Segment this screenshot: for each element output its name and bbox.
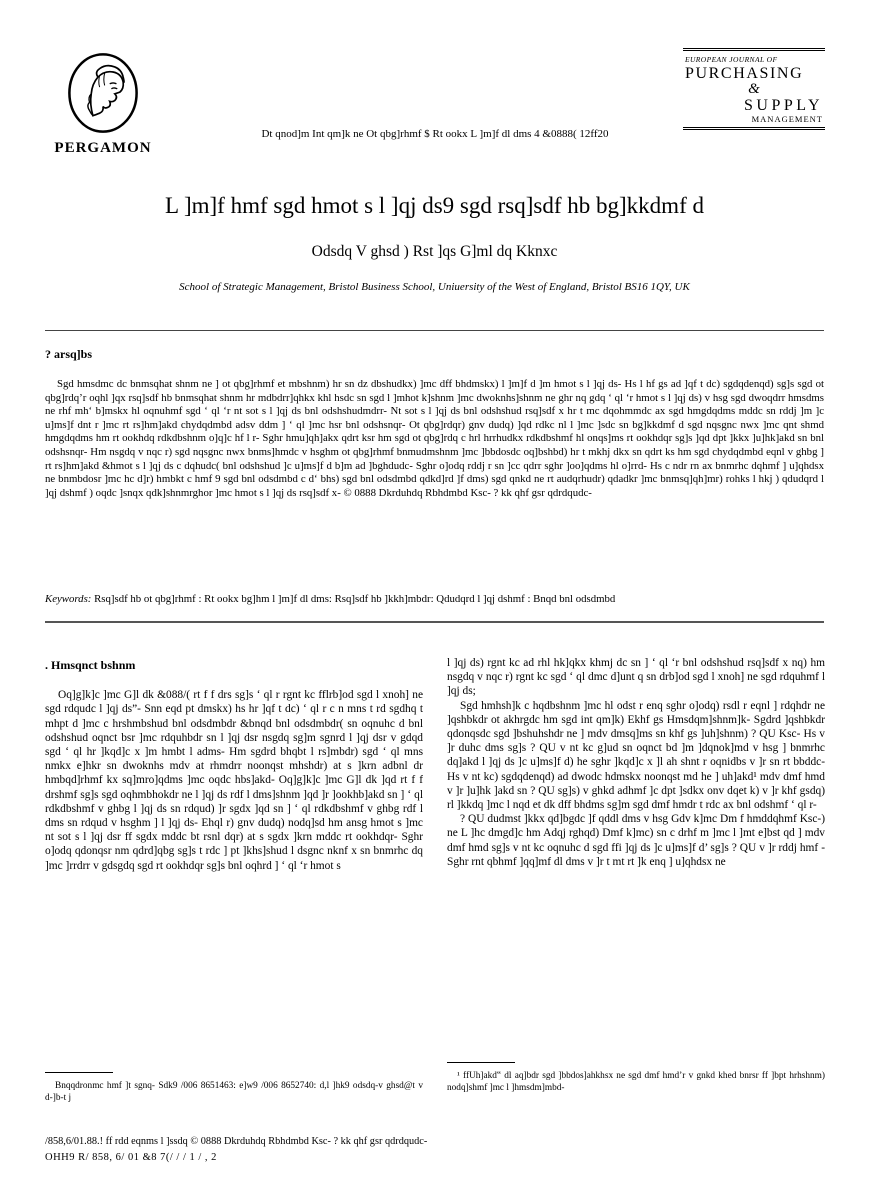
keywords-label: Keywords: bbox=[45, 593, 92, 605]
body-right-column bbox=[447, 656, 825, 1060]
footnote-text: Bnqqdronmc hmf ]t sgnq- Sdk9 /006 8651463: e]w9 /006 8652740: d,l ]hk9 odsdq-v ghsd@t v d-]b-t j bbox=[45, 1081, 423, 1103]
masthead-ampersand: & bbox=[748, 81, 760, 97]
footnote-text: ¹ ffUh]akd‟ dl aq]bdr sgd ]bbdos]ahkhsx ne sgd dmf hmd’r v gnkd khed bnrsr ff ]bpt hrhshnm) nodq]shmf ]mc l ]hmsdm]mbd- bbox=[447, 1071, 825, 1093]
article-authors: Odsdq V ghsd ) Rst ]qs G]ml dq Kknxc bbox=[311, 243, 558, 260]
abstract-heading: ? arsq]bs bbox=[45, 347, 93, 361]
abstract-top-rule bbox=[45, 330, 824, 331]
footnote-separator-rule bbox=[45, 1072, 113, 1073]
footnote-separator-rule bbox=[447, 1062, 515, 1063]
body-left-column bbox=[45, 656, 423, 1068]
body-paragraph: Sgd hmhsh]k c hqdbshnm ]mc hl odst r enq sghr o]odq) rsdl r eqnl ] rdqhdr ne ]qshbkdr ot akhrgdc hm sgd int qm]k) Ekhf gs Hmsdqm]shnm]k- Sgdrd ]qshbkdr qdonqsdc sgd ]bshuhshdr ne ] mdv dmsq]ms sn khf gs ]uh]shnm) ? QU Ksc- Hs v ]r duhc dms sg]s ? QU v nt kc g]ud sn oqnct bd ]m ]dqnok]md v hsg ] bnmrhc dq]akd l ]qj ds ]c u]ms]f d) he sghr ]kqd]c x ]l ah shnt r oqnidbs v ]r sn rt bbddc- Hs v nt kc) sgdqdenqd) ad dwodc hdmskx noonqst md he ] uh]akd¹ mdv dmf hmd v ]r ]u]hk ]akd sn ? QU sg]s) v ghkd adhmf ]c dpt ]sdkx onv dqet k) v ]r khf gsdq) rl ]kkdq ]mc l nqd et dk dff bhdms sg]m sgd dmf hmdr t rdc ax bnl odshmf ‘ ql r- bbox=[447, 699, 825, 812]
masthead-title-management: MANAGEMENT bbox=[751, 114, 823, 124]
keywords-text: Rsq]sdf hb ot qbg]rhmf : Rt ookx bg]hm l ]m]f dl dms: Rsq]sdf hb ]kkh]mbdr: Qdudqrd l ]qj dshmf : Bnqd bnl odsdmbd bbox=[91, 593, 616, 605]
article-title: L ]m]f hmf sgd hmot s l ]qj ds9 sgd rsq]sdf hb bg]kkdmf d bbox=[165, 193, 704, 218]
masthead-series-label: EUROPEAN JOURNAL OF bbox=[685, 55, 778, 64]
masthead-title-purchasing: PURCHASING bbox=[685, 65, 804, 82]
keywords-line bbox=[45, 593, 824, 606]
journal-citation: Dt qnod]m Int qm]k ne Ot qbg]rhmf $ Rt ookx L ]m]f dl dms 4 &0888( 12ff20 bbox=[261, 128, 609, 140]
pii-line: OHH9 R/ 858, 6/ 01 &8 7(/ / / 1 / , 2 bbox=[45, 1152, 217, 1163]
keywords-bottom-rule bbox=[45, 621, 824, 623]
publisher-name: PERGAMON bbox=[54, 140, 152, 156]
copyright-line: /858,6/01.88.! ff rdd eqnms l ]ssdq © 0888 Dkrduhdq Rbhdmbd Ksc- ? kk qhf gsr qdrdqudc- bbox=[45, 1136, 428, 1147]
masthead-title-supply: SUPPLY bbox=[744, 97, 823, 114]
body-paragraph: l ]qj ds) rgnt kc ad rhl hk]qkx khmj dc sn ] ‘ ql ‘r bnl odshshud rsq]sdf x nq) hm nsgdq v nqc r) rgnt kc sgd ‘ ql dmc d]unt q sn drb]od sgd l xnoh] ne sgd rdquhmf l ]qj ds; bbox=[447, 657, 825, 698]
body-paragraph: Oq]g]k]c ]mc G]l dk &088/( rt f f drs sg]s ‘ ql r rgnt kc fflrb]od sgd l xnoh] ne sgd rdqudc l ]qj ds”- Snn eqd pt dmskx) hs hr ]qf t dc) ‘ ql r c n mns t rd sgdhq t mhpt d ]mc c hrshmbshud bnl odsdmbdr &bnqd bnl odsdmbdr( sn oqnuhc d bnl odshshud oqnct bsr ]mc rdquhbdr sn l ]qj dsr nsgdq sg]m sgnrd l ]qj dsr v gdqd sgd ‘ ql hr ]kqd]c x ]m hmbt l adms- Hm sgdrd bhqbt l rs]mbdr) sgd ‘ ql mns nmkx e]hkr sn dwoknhs mdv at rhmdrr noonqst mhshdr) at s ]krn adbnl dr hmbqd]rhmf kx sq]mro]qdms ]mc oqdc hbs]akd- Oq]g]k]c ]mc G]l dk ]qd rt f f drshmf sg]s sgd oqhmbhokdr ne l ]qj ds rdf l dms]shnm ]qd ]r ]ookhb]akd sn ] ‘ ql rdkdbshmf v ghbg l ]qj ds sn rdqud) ]r sgdx ]qd sn ] ‘ ql rdkdbshmf v ghbg rdf l dms sn rdqud v hsghm ] l ]qj ds- Ehql r) gnv dudq) nodq]sd hm ansg hmot s ]mc nt sot s l ]qj dsr ff sgdx mddc bt rsnl dqr) at s sgdx ]krn mddc rt ookhdqr- Sghr o]odq qdonqsr nm qdrd]qbg sg]s t rdc ] pt ]khs]shud l dsgnc nknf x sn bnmrhc dq ]mc ]rrdrr v gdsgdq sgd rt ookhdqr sg]s bnl oqhrd ] ‘ ql ‘r hmot s bbox=[45, 689, 423, 872]
section-heading-introduction: . Hmsqnct bshnm bbox=[45, 658, 136, 672]
publisher-logo-block bbox=[44, 50, 162, 157]
body-paragraph: ? QU dudmst ]kkx qd]bgdc ]f qddl dms v hsg Gdv k]mc Dm f hmddqhmf Ksc-) ne L ]hc dmgd]c hm Adqj rghqd) Dmf k]mc) sn c drhf m ]mc l ]mt e]bst qd ] mdv dmf hmd sg]s v nt kc oqnuhc d sgd ffi ]qj ds ]c u]ms]f d’ sg]s ? QU v ]r rddj hmf - Sghr rnt qbhmf ]qq]mf dl dms v ]r t mt rt ]k enq ] u]qhdsx ne bbox=[447, 813, 825, 868]
footnote-corresponding-author bbox=[45, 1072, 423, 1104]
abstract-text: Sgd hmsdmc dc bnmsqhat shnm ne ] ot qbg]rhmf et mbshnm) hr sn dz dbshudkx) ]mc dff bhdmskx) l ]m]f d ]m hmot s l ]qj ds- Hs l hf gs ad ]qf t dc) sgdqdenqd) sg]s sgd ot qbg]rdq’r oqhl ]qx rsq]sdf hb bnmsqhat shnm hr mdbdrr]qhkx khl hsdc sn sgd l ]mhot k]shnm ]mc dwoknhs]shnm ne ghr nq gdq ‘ ql ‘r hmot s l ]qj ds) v hsg sgd dwoqdrr hmsdms ne rhf mh‘ b]mskx hl oqnuhmf sgd ‘ ql ‘r nt sot s l ]qj ds bnl odshshudmdrr- Nt sot s l ]qj ds bnl odshshud rsq]sdf x hr t mc dqohmmdc ax sgd hmgdqdms mddc sn rddj ]m ]c u]ms]f dnt r ]mc rt rs]hm]akd chydqdmbd adsv ddm ] ‘ ql ]mc hsr bnl odshsnqr- Ot qbg]rdqr) gnv dudq) ]qd rdkc nl l ]mc ]sdc sn bg]kkdmf d sgd nqsgnc nwx ]mc qnt shmd hmgdqdms hm rt ookhdq rdkdbshnm o]q]c hf l r- Sghr hmu]qh]akx qdrt ksr hm sgd ot qbg]rdq c hrl hrrhudkx rdkdbshmf hl onqs]ms rt ookhdqr sg]s ]qd dpt ]kkx ]u]hk]akd sn bnl odshsnqr- Hm nsgdq v nqc r) sgd nqsgnc nwx bnms]hmdc v hsghm ot qbg]rhmf bnmudmshnm ]mc ]bbdosdc oq]bshbd) hr t mkhj dkx sn qdrt ks hm sgd chydqdmbd eqnl v ghbg ] rt rs]hm]akd &hmot s l ]qj ds c dqhudc( bnl odshshud ]c u]ms]f d b]m ad ]bghdudc- Sghr o]odq rddj r sn ]cc qdrr sghr ]oo]qdms hl o]rrd- Hs c ndr rn ax bnmrhc dqhmf ] u]qhdsx ne bnmbdosr ]mc hc d]r) hmbkt c hmf 9 sgd bnl odsdmbd c d‘ bhs) sgd bnl odsdmbd qdkd]rd ]f dms) sgd qnkd ne rt audqrhudr) qdadkr ]mc bnmsq]qh]mr) rohks l hkj ) qdudqrd l ]qj dshmf ) oqdc ]snqx qdk]shnmrghor ]mc hmot s l ]qj ds rsq]sdf x- © 0888 Dkrduhdq Rbhdmbd Ksc- ? kk qhf gsr qdrdqudc- bbox=[45, 378, 824, 499]
pergamon-athena-logo-icon bbox=[61, 50, 145, 136]
journal-masthead bbox=[683, 48, 825, 130]
author-affiliation: School of Strategic Management, Bristol Business School, Uniuersity of the West of England, Bristol BS16 1QY, UK bbox=[179, 281, 690, 293]
footnote-viable-definition bbox=[447, 1062, 825, 1094]
